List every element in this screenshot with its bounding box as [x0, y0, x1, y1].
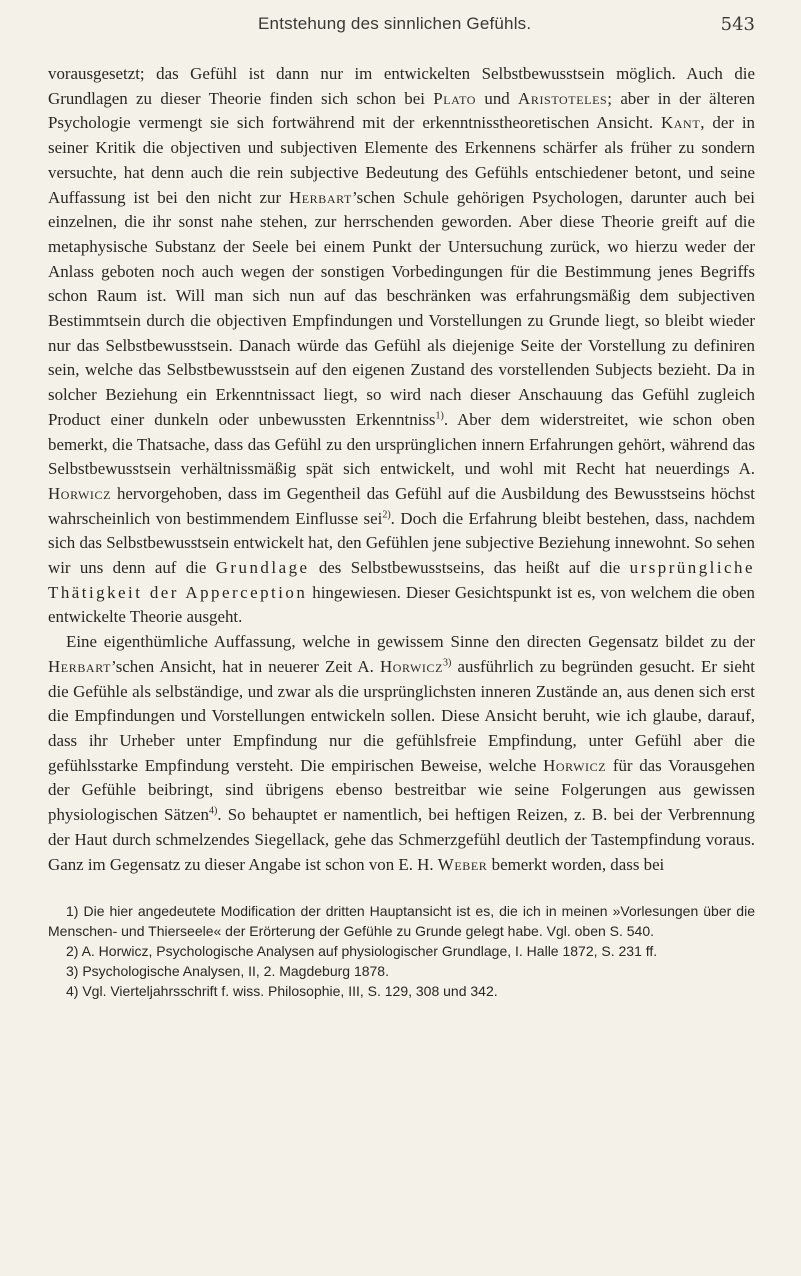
name-kant: Kant: [660, 113, 701, 133]
name-weber: Weber: [437, 854, 488, 874]
footnote-ref-1: 1): [435, 410, 444, 422]
footnotes: [48, 901, 755, 1001]
footnote-ref-4: 4): [208, 805, 218, 817]
paragraph-1: vorausgesetzt; das Gefühl ist dann nur im entwickelten Selbstbewusstsein möglich. Auch die Grundlagen zu dieser Theorie finden sich schon bei Plato und Aristoteles; aber in der älteren Psychologie vermengt sie sich fortwährend mit der erkenntnisstheoretischen Ansicht. Kant, der in seiner Kritik die objectiven und subjectiven Elemente des Erkennens schärfer als früher zu sondern versuchte, hat denn auch die rein subjective Bedeutung des Gefühls entschiedener betont, und seine Auffassung ist bei den nicht zur Herbart’schen Schule gehörigen Psychologen, darunter auch bei einzelnen, die ihr sonst nahe stehen, zur herrschenden geworden. Aber diese Theorie greift auf die metaphysische Substanz der Seele bei einem Punkt der Untersuchung zurück, wo hierzu weder der Anlass geboten noch auch wegen der sonstigen Vorbedingungen für die Bestimmung jenes Begriffs schon Raum ist. Will man sich nun auf das beschränken was erfahrungsmäßig dem subjectiven Bestimmtsein durch die objectiven Empfindungen und Vorstellungen zu Grunde liegt, so bleibt wieder nur das Selbstbewusstsein. Danach würde das Gefühl als diejenige Seite der Vorstellung zu definiren sein, welche das Selbstbewusstsein auf den eigenen Zustand des vorstellenden Subjects bezieht. Da in solcher Beziehung ein Erkenntnissact liegt, so wird nach dieser Anschauung das Gefühl zugleich Product einer dunkeln oder unbewussten Erkenntniss$^{1)}$. Aber dem widerstreitet, wie schon oben bemerkt, die Thatsache, dass das Gefühl zu den ursprünglichen innern Erfahrungen gehört, während das Selbstbewusstsein verhältnissmäßig spät sich entwickelt, und wohl mit Recht hat neuerdings A. Horwicz hervorgehoben, dass im Gegentheil das Gefühl auf die Ausbildung des Bewusstseins höchst wahrscheinlich von bestimmendem Einflusse sei$^{2)}$. Doch die Erfahrung bleibt bestehen, dass, nachdem sich das Selbstbewusstsein entwickelt hat, den Gefühlen jene subjective Beziehung innewohnt. So sehen wir uns denn auf die Grundlage des Selbstbewusstseins, das heißt auf die ursprüngliche Thätigkeit der Apperception hingewiesen. Dieser Gesichtspunkt ist es, von welchem die oben entwickelte Theorie ausgeht.: [48, 64, 756, 627]
emphasis-apperception: ursprüngliche Thätigkeit der Apperception: [48, 558, 755, 602]
name-herbart: Herbart: [48, 656, 112, 676]
running-head: Entstehung des sinnlichen Gefühls.: [258, 14, 532, 33]
footnote-3: 3) Psychologische Analysen, II, 2. Magdeburg 1878.: [66, 963, 389, 980]
footnote-4: 4) Vgl. Vierteljahrsschrift f. wiss. Philosophie, III, S. 129, 308 und 342.: [66, 983, 498, 1000]
name-herbart: Herbart: [288, 187, 352, 207]
main-text: [48, 62, 755, 877]
footnote-ref-3: 3): [443, 657, 452, 669]
name-horwicz: Horwicz: [379, 656, 444, 676]
footnote-1: 1) Die hier angedeutete Modification der dritten Hauptansicht ist es, die ich in meinen »Vorlesungen über die Menschen- und Thierseele« der Erörterung der Gefühle zu Grunde gelegt habe. Vgl. oben S. 540.: [48, 903, 755, 940]
footnote-2: 2) A. Horwicz, Psychologische Analysen auf physiologischer Grundlage, I. Halle 1872, S. 231 ff.: [66, 943, 658, 960]
emphasis-grundlage: Grundlage: [215, 558, 310, 578]
name-horwicz: Horwicz: [543, 755, 607, 775]
footnote-ref-2: 2): [382, 509, 391, 521]
name-horwicz: Horwicz: [48, 483, 112, 503]
paragraph-2: Eine eigenthümliche Auffassung, welche in gewissem Sinne den directen Gegensatz bildet zu der Herbart’schen Ansicht, hat in neuerer Zeit A. Horwicz$^{3)}$ ausführlich zu begründen gesucht. Er sieht die Gefühle als selbständige, und zwar als die ursprünglichsten inneren Zustände an, aus denen sich erst die Empfindungen und Vorstellungen entwickeln sollen. Diese Ansicht beruht, wie ich glaube, darauf, dass ihr Urheber unter Empfindung nur die gefühlsfreie Empfindung, unter Gefühl aber die gefühlsstarke Empfindung versteht. Die empirischen Beweise, welche Horwicz für das Vorausgehen der Gefühle beibringt, sind übrigens ebenso bestreitbar wie seine Folgerungen aus gewissen physiologischen Sätzen$^{4)}$. So behauptet er namentlich, bei heftigen Reizen, z. B. bei der Verbrennung der Haut durch schmelzendes Siegellack, gehe das Schmerzgefühl deutlich der Tastempfindung voraus. Ganz im Gegensatz zu dieser Angabe ist schon von E. H. Weber bemerkt worden, dass bei: [48, 632, 756, 874]
page-header: [48, 0, 755, 62]
page-number: 543: [720, 14, 755, 35]
name-plato: Plato: [433, 88, 477, 108]
name-aristoteles: Aristoteles: [518, 88, 608, 108]
